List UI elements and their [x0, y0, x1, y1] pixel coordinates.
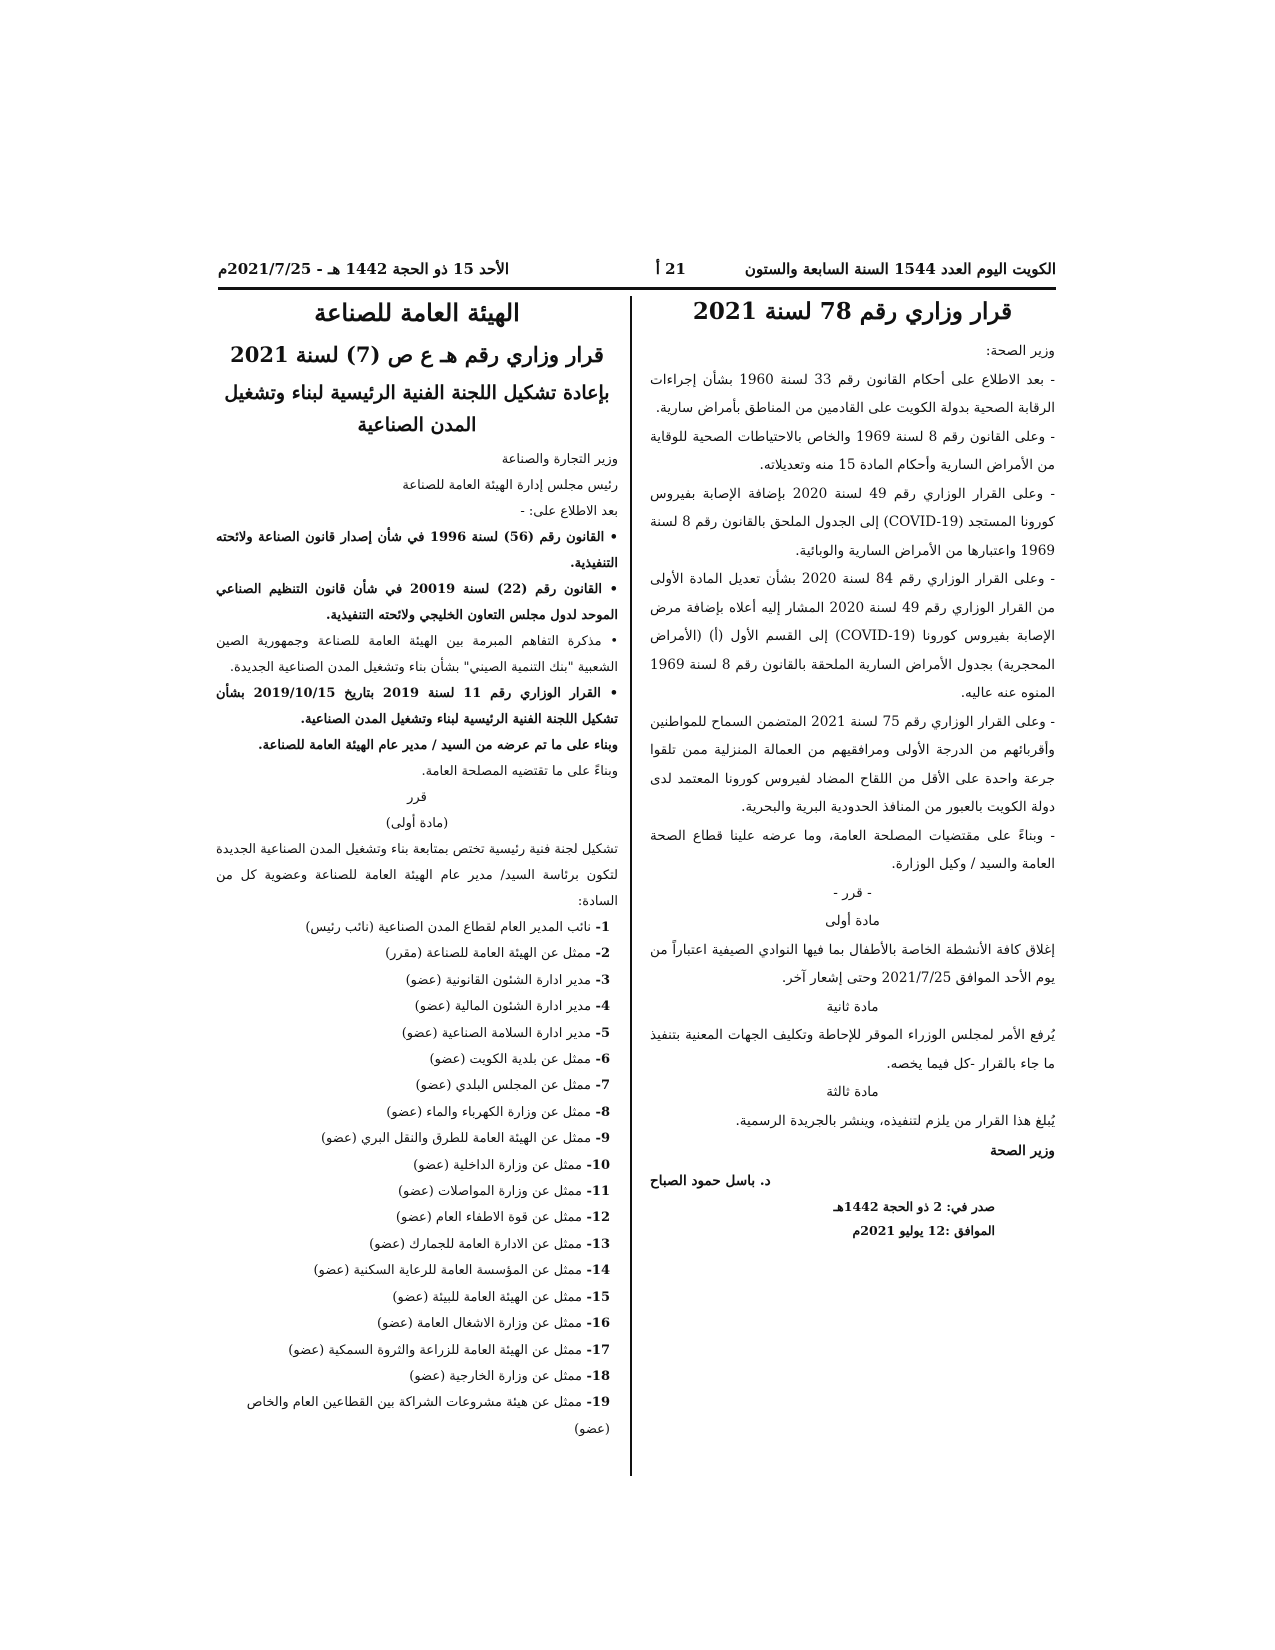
minister-label: وزير الصحة:	[985, 343, 1055, 359]
member-text: ممثل عن قوة الاطفاء العام (عضو)	[395, 1210, 582, 1226]
reference-item: • مذكرة التفاهم المبرمة بين الهيئة العامة للصناعة وجمهورية الصين الشعبية "بنك التنمية الصيني" بشأن بناء وتشغيل المدن الصناعية الجديدة.	[216, 634, 618, 675]
member-item	[216, 1179, 618, 1205]
article-heading: مادة ثالثة	[826, 1084, 879, 1100]
article-text: إغلاق كافة الأنشطة الخاصة بالأطفال بما فيها النوادي الصيفية اعتباراً من يوم الأحد الموافق 2021/7/25 وحتى إشعار آخر.	[650, 941, 1055, 986]
member-number: 14-	[581, 1263, 610, 1279]
member-item	[216, 1338, 618, 1364]
article-heading: مادة أولى	[825, 913, 880, 929]
member-number: 15-	[581, 1289, 610, 1305]
signature-name: د. باسل حمود الصباح	[650, 1173, 771, 1189]
reference-item: • القانون رقم (22) لسنة 20019 في شأن قانون التنظيم الصناعي الموحد لدول مجلس التعاون الخليجي ولائحته التنفيذية.	[216, 582, 618, 623]
member-text: ممثل عن الادارة العامة للجمارك (عضو)	[369, 1236, 582, 1252]
issued-gregorian: الموافق :12 يوليو 2021م	[852, 1223, 995, 1238]
member-number: 13-	[581, 1236, 610, 1252]
member-number: 2-	[591, 946, 610, 962]
decided-heading: - قرر -	[833, 884, 872, 901]
decree-7-column	[216, 298, 618, 1443]
signature-title: وزير الصحة	[990, 1143, 1055, 1159]
preamble-paragraph: - وعلى القانون رقم 8 لسنة 1969 والخاص بالاحتياطات الصحية للوقاية من الأمراض السارية وأحكام المادة 15 منه وتعديلاته.	[650, 428, 1055, 473]
decree-78-title: قرار وزاري رقم 78 لسنة 2021	[692, 298, 1013, 325]
reference-item: • القانون رقم (56) لسنة 1996 في شأن إصدار قانون الصناعة ولائحته التنفيذية.	[216, 530, 618, 571]
member-item	[216, 1073, 618, 1099]
authority-heading: الهيئة العامة للصناعة	[314, 298, 520, 327]
header-date: الأحد 15 ذو الحجة 1442 هـ - 2021/7/25م	[218, 260, 509, 278]
based-on-line: وبناء على ما تم عرضه من السيد / مدير عام الهيئة العامة للصناعة.	[258, 738, 618, 753]
article-text: يُرفع الأمر لمجلس الوزراء الموقر للإحاطة وتكليف الجهات المعنية بتنفيذ ما جاء بالقرار -كل فيما يخصه.	[650, 1027, 1055, 1072]
member-text: ممثل عن وزارة الداخلية (عضو)	[413, 1157, 582, 1173]
minister-line: وزير التجارة والصناعة	[501, 452, 618, 467]
member-number: 10-	[581, 1157, 610, 1173]
member-item	[216, 994, 618, 1020]
member-text: ممثل عن الهيئة العامة للزراعة والثروة السمكية (عضو)	[288, 1342, 582, 1358]
member-number: 12-	[581, 1210, 610, 1226]
member-item	[216, 1258, 618, 1284]
preamble-paragraph: - بعد الاطلاع على أحكام القانون رقم 33 لسنة 1960 بشأن إجراءات الرقابة الصحية بدولة الكويت على القادمين من المناطق بأمراض سارية.	[650, 371, 1055, 416]
member-number: 5-	[591, 1025, 610, 1041]
member-number: 9-	[591, 1131, 610, 1147]
decree-7-title: قرار وزاري رقم هـ ع ص (7) لسنة 2021	[230, 342, 604, 367]
column-divider	[630, 296, 632, 1476]
member-number: 19-	[581, 1395, 610, 1411]
member-item	[216, 1364, 618, 1390]
committee-members-list	[216, 915, 618, 1443]
member-number: 7-	[591, 1078, 610, 1094]
preamble-paragraph: - وعلى القرار الوزاري رقم 49 لسنة 2020 بإضافة الإصابة بفيروس كورونا المستجد (COVID-19) إلى الجدول الملحق بالقانون رقم 8 لسنة 1969 واعتبارها من الأمراض السارية والوبائية.	[650, 485, 1055, 559]
member-item	[216, 1205, 618, 1231]
member-item	[216, 915, 618, 941]
member-number: 1-	[591, 920, 610, 935]
member-item	[216, 1021, 618, 1047]
member-item	[216, 1232, 618, 1258]
preamble-paragraph: - وبناءً على مقتضيات المصلحة العامة، وما عرضه علينا قطاع الصحة العامة والسيد / وكيل الوزارة.	[650, 827, 1055, 872]
member-text: مدير ادارة الشئون القانونية (عضو)	[405, 972, 592, 988]
member-number: 17-	[581, 1342, 610, 1358]
member-text: ممثل عن وزارة الكهرباء والماء (عضو)	[386, 1104, 592, 1120]
member-item	[216, 1126, 618, 1152]
member-number: 3-	[591, 972, 610, 988]
article-heading: مادة ثانية	[826, 998, 879, 1015]
preamble-paragraph: - وعلى القرار الوزاري رقم 84 لسنة 2020 بشأن تعديل المادة الأولى من القرار الوزاري رقم 49 لسنة 2020 المشار إليه أعلاه بإضافة مرض الإصابة بفيروس كورونا (COVID-19) إلى القسم الأول (أ) (الأمراض المحجرية) بجدول الأمراض السارية الملحقة بالقانون رقم 8 لسنة 1969 المنوه عنه عاليه.	[650, 571, 1056, 701]
member-item	[216, 1100, 618, 1126]
article-text: يُبلغ هذا القرار من يلزم لتنفيذه، وينشر بالجريدة الرسمية.	[735, 1112, 1055, 1129]
member-item	[216, 1390, 618, 1443]
article-text: تشكيل لجنة فنية رئيسية تختص بمتابعة بناء وتشغيل المدن الصناعية الجديدة لتكون برئاسة السيد/ مدير عام الهيئة العامة للصناعة وعضوية كل من السادة:	[216, 842, 618, 909]
member-text: ممثل عن الهيئة العامة للطرق والنقل البري (عضو)	[320, 1131, 592, 1147]
preamble-paragraph: - وعلى القرار الوزاري رقم 75 لسنة 2021 المتضمن السماح للمواطنين وأقربائهم من الدرجة الأولى ومرافقيهم من العمالة المنزلية ممن تلقوا جرعة واحدة على الأقل من اللقاح المضاد لفيروس كورونا المعتمد لدى دولة الكويت بالعبور من المنافذ الحدودية البرية والبحرية.	[650, 713, 1055, 815]
member-item	[216, 1047, 618, 1073]
decree-78-column	[650, 298, 1055, 1243]
after-review-line: بعد الاطلاع على: -	[520, 504, 618, 519]
member-number: 11-	[581, 1184, 610, 1200]
member-text: مدير ادارة الشئون المالية (عضو)	[414, 999, 592, 1015]
member-text: ممثل عن هيئة مشروعات الشراكة بين القطاعين العام والخاص (عضو)	[246, 1395, 610, 1437]
member-text: نائب المدير العام لقطاع المدن الصناعية (نائب رئيس)	[305, 920, 592, 935]
based-on-line: وبناءً على ما تقتضيه المصلحة العامة.	[421, 764, 618, 779]
member-item	[216, 1285, 618, 1311]
member-text: ممثل عن وزارة الاشغال العامة (عضو)	[376, 1316, 582, 1332]
member-number: 4-	[591, 999, 610, 1015]
member-text: ممثل عن بلدية الكويت (عضو)	[429, 1052, 592, 1068]
member-item	[216, 968, 618, 994]
decided-heading: قرر	[407, 790, 427, 805]
member-text: ممثل عن وزارة المواصلات (عضو)	[397, 1184, 582, 1200]
member-item	[216, 941, 618, 967]
gazette-issue: الكويت اليوم العدد 1544 السنة السابعة والستون	[744, 260, 1056, 278]
chairman-line: رئيس مجلس إدارة الهيئة العامة للصناعة	[402, 478, 618, 493]
member-number: 16-	[581, 1316, 610, 1332]
page-number: 21 أ	[655, 260, 686, 278]
member-text: ممثل عن المجلس البلدي (عضو)	[415, 1078, 592, 1094]
member-text: ممثل عن وزارة الخارجية (عضو)	[409, 1368, 582, 1384]
member-text: مدير ادارة السلامة الصناعية (عضو)	[401, 1025, 592, 1041]
decree-7-subtitle: بإعادة تشكيل اللجنة الفنية الرئيسية لبناء وتشغيل المدن الصناعية	[224, 382, 610, 436]
reference-item: • القرار الوزاري رقم 11 لسنة 2019 بتاريخ 2019/10/15 بشأن تشكيل اللجنة الفنية الرئيسية لبناء وتشغيل المدن الصناعية.	[216, 686, 619, 727]
member-item	[216, 1311, 618, 1337]
member-text: ممثل عن الهيئة العامة للصناعة (مقرر)	[385, 946, 592, 962]
member-text: ممثل عن الهيئة العامة للبيئة (عضو)	[392, 1289, 582, 1305]
member-text: ممثل عن المؤسسة العامة للرعاية السكنية (عضو)	[313, 1263, 582, 1279]
member-number: 8-	[591, 1104, 610, 1120]
page-header	[218, 260, 1056, 286]
member-number: 18-	[581, 1368, 610, 1384]
header-rule	[218, 287, 1056, 290]
article-heading: (مادة أولى)	[385, 816, 449, 831]
issued-hijri: صدر في: 2 ذو الحجة 1442هـ	[833, 1199, 995, 1214]
member-item	[216, 1153, 618, 1179]
member-number: 6-	[591, 1052, 610, 1068]
